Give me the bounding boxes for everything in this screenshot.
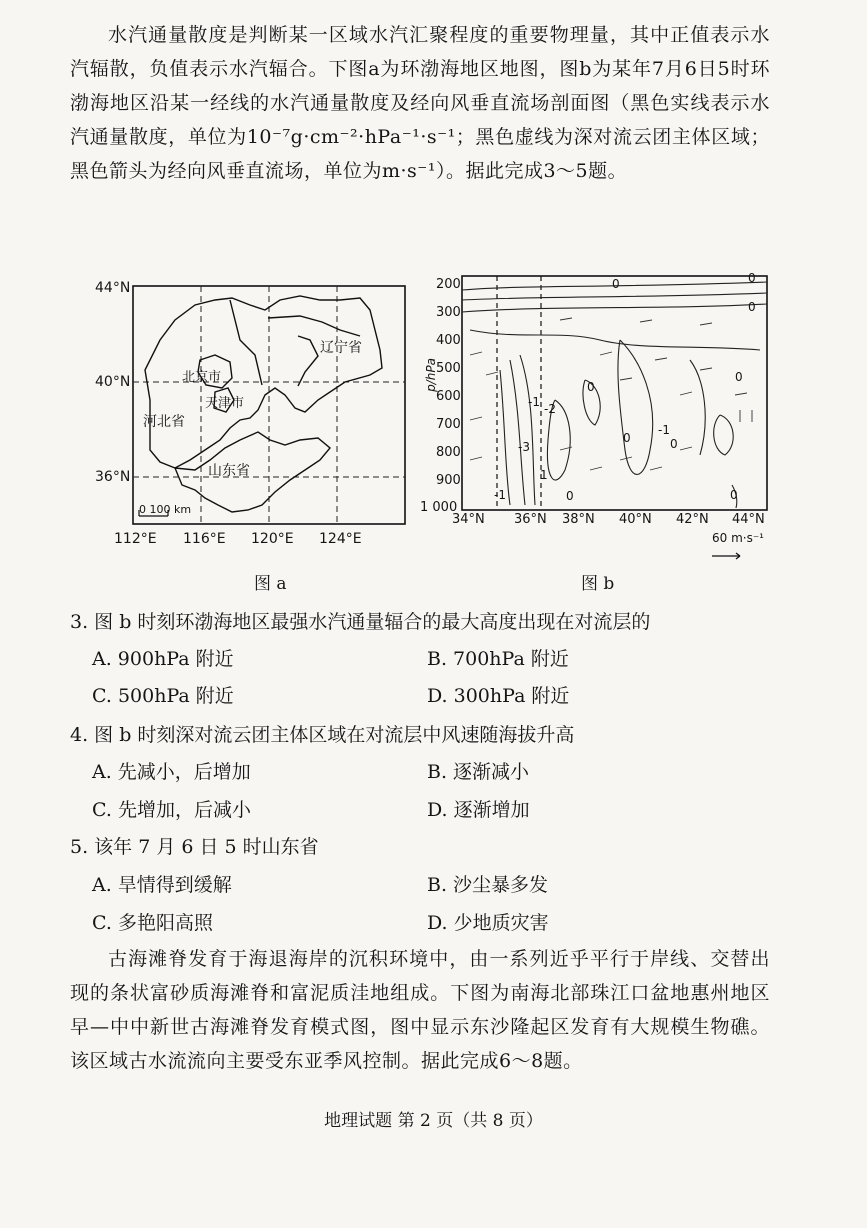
question-4-option-b[interactable]: B. 逐渐减小 [427, 761, 530, 783]
contour-label: 0 [730, 488, 738, 502]
question-4-option-c[interactable]: C. 先增加，后减小 [92, 799, 251, 821]
region-hebei: 河北省 [143, 414, 185, 430]
region-beijing: 北京市 [182, 370, 222, 385]
x-tick-38: 38°N [562, 512, 595, 527]
question-5-option-b[interactable]: B. 沙尘暴多发 [427, 874, 549, 896]
wind-scale-arrow [712, 553, 740, 559]
x-tick-36: 36°N [514, 512, 547, 527]
question-5-stem: 5. 该年 7 月 6 日 5 时山东省 [70, 836, 319, 858]
y-tick-300: 300 [436, 305, 461, 320]
contour-label: -1 [494, 488, 506, 502]
region-liaoning: 辽宁省 [320, 340, 362, 356]
convection-zone-lines [497, 276, 541, 510]
x-tick-34: 34°N [452, 512, 485, 527]
region-tianjin: 天津市 [205, 396, 245, 411]
wind-arrows [470, 318, 752, 470]
question-3-option-d[interactable]: D. 300hPa 附近 [427, 685, 570, 707]
lon-label-112: 112°E [114, 531, 157, 547]
contour-label: 0 [748, 300, 756, 314]
x-tick-40: 40°N [619, 512, 652, 527]
contour-label: 0 [587, 380, 595, 394]
contour-label: -2 [544, 402, 556, 416]
divergence-contours [462, 282, 767, 508]
x-tick-44: 44°N [732, 512, 765, 527]
lat-label-44: 44°N [95, 280, 131, 296]
y-tick-400: 400 [436, 333, 461, 348]
x-tick-42: 42°N [676, 512, 709, 527]
y-tick-800: 800 [436, 445, 461, 460]
contour-label: 0 [670, 437, 678, 451]
question-5-option-d[interactable]: D. 少地质灾害 [427, 912, 549, 934]
y-tick-600: 600 [436, 389, 461, 404]
map-frame [133, 286, 405, 524]
y-tick-700: 700 [436, 417, 461, 432]
contour-label: 1 [540, 468, 548, 482]
province-outlines [145, 296, 382, 512]
y-axis-label: p/hPa [423, 358, 438, 392]
caption-figure-a: 图 a [254, 574, 287, 594]
caption-figure-b: 图 b [581, 574, 615, 594]
question-3-stem: 3. 图 b 时刻环渤海地区最强水汽通量辐合的最大高度出现在对流层的 [70, 611, 651, 633]
question-3-option-b[interactable]: B. 700hPa 附近 [427, 648, 569, 670]
lon-label-116: 116°E [183, 531, 226, 547]
region-shandong: 山东省 [208, 463, 250, 479]
question-4-option-a[interactable]: A. 先减小，后增加 [92, 761, 251, 783]
question-5-option-c[interactable]: C. 多艳阳高照 [92, 912, 213, 934]
lat-label-36: 36°N [95, 469, 131, 485]
y-tick-200: 200 [436, 277, 461, 292]
map-scale-label: 0 100 km [139, 503, 192, 516]
map-gridlines [133, 286, 405, 524]
y-tick-900: 900 [436, 473, 461, 488]
contour-label: 0 [748, 271, 756, 285]
question-4-option-d[interactable]: D. 逐渐增加 [427, 799, 530, 821]
contour-label: 0 [623, 431, 631, 445]
contour-label: 0 [612, 277, 620, 291]
intro-paragraph-1: 水汽通量散度是判断某一区域水汽汇聚程度的重要物理量，其中正值表示水汽辐散，负值表示水汽辐合。下图a为环渤海地区地图，图b为某年7月6日5时环渤海地区沿某一经线的水汽通量散度及经向风垂直流场剖面图（黑色实线表示水汽通量散度，单位为10⁻⁷g·cm⁻²·hPa⁻¹·s⁻¹；黑色虚线为深对流云团主体区域；黑色箭头为经向风垂直流场，单位为m·s⁻¹）。据此完成3～5题。 [70, 24, 770, 182]
question-3-option-c[interactable]: C. 500hPa 附近 [92, 685, 234, 707]
lon-label-124: 124°E [319, 531, 362, 547]
question-4-stem: 4. 图 b 时刻深对流云团主体区域在对流层中风速随海拔升高 [70, 724, 575, 746]
question-5-option-a[interactable]: A. 旱情得到缓解 [92, 874, 232, 896]
y-tick-1000: 1 000 [420, 500, 458, 515]
contour-label: -1 [528, 395, 540, 409]
lat-label-40: 40°N [95, 374, 131, 390]
wind-scale-label: 60 m·s⁻¹ [712, 531, 764, 545]
contour-label: -1 [658, 423, 670, 437]
contour-label: -3 [518, 440, 530, 454]
question-3-option-a[interactable]: A. 900hPa 附近 [92, 648, 234, 670]
section-frame [462, 276, 767, 510]
y-tick-500: 500 [436, 361, 461, 376]
lon-label-120: 120°E [251, 531, 294, 547]
page-footer: 地理试题 第 2 页（共 8 页） [324, 1111, 543, 1131]
contour-label: 0 [566, 489, 574, 503]
intro-paragraph-2: 古海滩脊发育于海退海岸的沉积环境中，由一系列近乎平行于岸线、交替出现的条状富砂质海滩脊和富泥质洼地组成。下图为南海北部珠江口盆地惠州地区早—中中新世古海滩脊发育模式图，图中显示东沙隆起区发育有大规模生物礁。该区域古水流流向主要受东亚季风控制。据此完成6～8题。 [70, 948, 770, 1072]
contour-label: 0 [735, 370, 743, 384]
